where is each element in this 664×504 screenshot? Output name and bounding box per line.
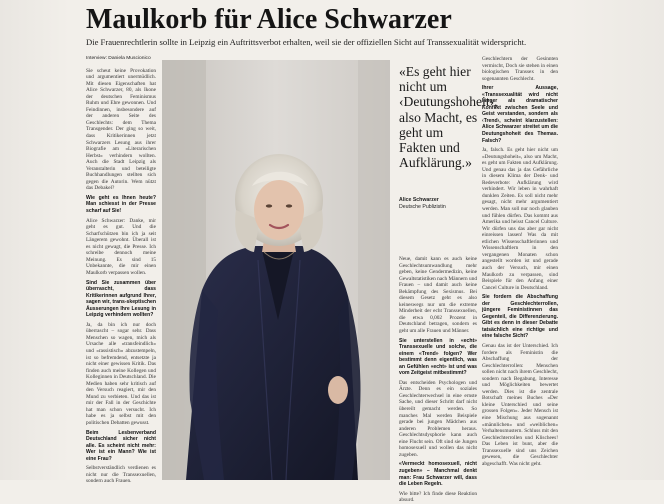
person-role: Deutsche Publizistin	[399, 203, 446, 210]
col-c-paragraph: Das entscheiden Psychologen und Ärzte. Denn es ein soziales Geschlechterwechsel in eine ernste Sache, und dieser Schritt darf nicht übereilt gemacht werden. So manches Mal werden Beispiele gerade bei jungen Mädchen aus anderen Problemen heraus. Geschlechtsdysphorie kann auch eine Flucht sein. Oft sind sie Jungen homosexuell und wollen das nicht zugeben.	[399, 379, 477, 458]
byline: Interview: Daniela Muscionico	[86, 56, 151, 61]
col-d-paragraph: Geschlechtern der Gesinnten vermischt, Doch sie stehen in einen biologischen Transsex in den sogenannten Geschlecht.	[482, 56, 558, 82]
col-d-question: Sie fordern die Abschaffung der Geschlechterrollen, jüngere Feministinnen das Gegenteil, die Differenzierung. Gibt es denn in dieser Debatte tatsächlich eine richtige und eine falsche Sicht?	[482, 294, 558, 340]
col-a-paragraph: Alice Schwarzer: Danke, mir geht es gut. Und die Scharfschützen bin ich ja seit Längerem gewohnt. Überall ist es nicht gewagt, die Presse. Ich schreibe dennoch meine Meinung. Es sind 15 Unbekannte, die mir einen Maulkorb verpassen wollen.	[86, 217, 156, 276]
standfirst: Die Frauenrechtlerin sollte in Leipzig ein Auftrittsverbot erhalten, weil sie der offiziellen Sicht auf Transsexualität widerspricht.	[86, 37, 527, 47]
column-left-body	[86, 68, 156, 485]
portrait-photo	[162, 60, 390, 480]
column-right	[482, 56, 558, 480]
pull-quote: «Es geht hier nicht um ‹Deutungshoheit›, also Macht, es geht um Fakten und Aufklärung.»	[399, 64, 498, 171]
col-a-paragraph: Ja, da bin ich nur doch überrascht – sogar sehr. Dass Menschen so wagen, mich als Ursache alle «transfeindlich» und «rassistisch» abzustempeln, ist so befremdend, entsetzte ja nicht einer gewissen Kritik. Das finden auch meine Kollegen und Kolleginnen in Deutschland. Die Medien haben sehr kritisch auf den Versuch reagiert, mir den Mund zu verbieten. Und das ist mir der Fall in der Geschichte hat man schon versucht. Ich habe es ja selbst mit den politischen Debatten gewusst.	[86, 321, 156, 426]
col-c-question: «Vermeckt homosexuell, nicht zugeben» – Manchmal denkt man: Frau Schwarzer will, dass die Leben Regeln.	[399, 461, 477, 488]
col-d-paragraph: Genau das ist der Unterschied. Ich fordere als Feministin die Abschaffung der Geschlechterrollen: Menschen sollen nicht nach ihrem Geschlecht, sondern nach Begabung, Interesse und Möglichkeiten bewertet werden. Dies ist die zentrale Botschaft meines Buches «Der kleine Unterschied und seine grossen Folgen». Jeder Mensch ist eine Mischung aus sogenannt «männlichen» und «weiblichen» Verhaltensmustern. Schluss mit den Geschlechterrollen und Klischees! Das Leben ist bunt, aber die Transsexuelle sind uns Zeichen gewesen, die Geschlechter abgeschafft. Was nicht geht.	[482, 342, 558, 467]
col-a-question: Sind Sie zusammen über überrascht, dass Kritikerinnen aufgrund Ihrer, sagen wir, trans-skeptischen Äusserungen Ihre Lesung in Leipzig verhindern wollten?	[86, 279, 156, 319]
col-d-paragraph: Ja, falsch. Es geht hier nicht um «Deutungshoheit», also um Macht, es geht um Fakten und Aufklärung. Und genau das ja das Gefährliche in diesem Klima der Denk- und Redeverbote: Aufklärung wird verhindert. Wir leben in wahrhaft dunklen Zeiten. Es soll nicht mehr gesagt, nicht mehr argumentiert werden. Man soll nur noch glauben und fühlen dürfen. Das kommt aus Amerika und heisst Cancel Culture. Wir dürfen uns das aber gar nicht einreissen lassen! Was da mit etlichen Wissenschaftlerinnen und Wissenschaftlern in den vergangenen Monaten schon angestellt worden ist und gerade auch der Versuch, mir einen Maulkorb zu verpassen, sind Beispiele für den Anfang einer Cancel Culture in Deutschland.	[482, 147, 558, 291]
page-left-margin	[0, 0, 70, 480]
column-left	[86, 56, 156, 485]
column-middle	[399, 256, 477, 504]
col-a-paragraph: Selbstverständlich verdienen es nicht nur die Transsexuellen, sondern auch Frauen.	[86, 465, 156, 485]
col-a-question: Wie geht es Ihnen heute? Man schiesst in der Presse scharf auf Sie!	[86, 194, 156, 215]
person-name: Alice Schwarzer	[399, 197, 439, 203]
portrait-illustration	[162, 60, 390, 480]
page-right-margin	[566, 0, 664, 480]
col-a-paragraph: Sie scheut keine Provokation und argumentiert unermüdlich. Mit diesen Eigenschaften hat Alice Schwarzer, 80, als Ikone der deutschen Feminismus Ruhm und Ehre gewonnen. Und Feindinnen, insbesondere auf der anderen Seite des Geschlechts: dem Thema Transgender. Der ging so weit, dass Kritikerinnen jetzt Schwarzers Lesung aus ihrer Biografie am «Literarischen Herbst» verhindern wollten. Auch die Stadt Leipzig als Veranstalterin und beteiligte Buchhandlungen stellten sich gegen die Autorin. Wem nützt das Debakel?	[86, 67, 156, 192]
col-c-question: Sie unterstellen in «echt» Transsexuelle und solche, die einem «Trend» folgen? Wer bestimmt denn eigentlich, was an Gefühlen «echt» ist und was vom Zeitgeist mitbestimmt?	[399, 337, 477, 377]
col-d-question: Ihrer Aussage, «Transsexualität wird nicht länger als dramatischer Konflikt zwischen Seele und Geist verstanden, sondern als ‹Trend›, scheint klarzustellen: Alice Schwarzer streitet um die Deutungshoheit des Themas. Falsch?	[482, 85, 558, 144]
col-a-question: Beim Lesbenverband Deutschland sicher nicht alle. Es scheint nicht mehr: Wer ist ein Mann? Wie ist eine Frau?	[86, 429, 156, 462]
headline: Maulkorb für Alice Schwarzer	[86, 4, 452, 35]
col-c-paragraph: Neue, damit kann es auch keine Geschlechtsumwandlung mehr geben, keine Gendermedizin, keine Gewaltstatistiken nach Männern und Frauen – und damit auch keine Bekämpfung des Sexismus. Bei diesem Gesetz geht es also keineswegs nur um die extreme Minderheit der echt Transsexuellen, die etwa 0,002 Prozent in Deutschland betragen, sondern es geht um alle Frauen und Männer.	[399, 256, 477, 335]
col-c-paragraph: Wie bitte? Ich finde diese Reaktion absurd.	[399, 490, 477, 504]
person-caption	[399, 197, 479, 211]
